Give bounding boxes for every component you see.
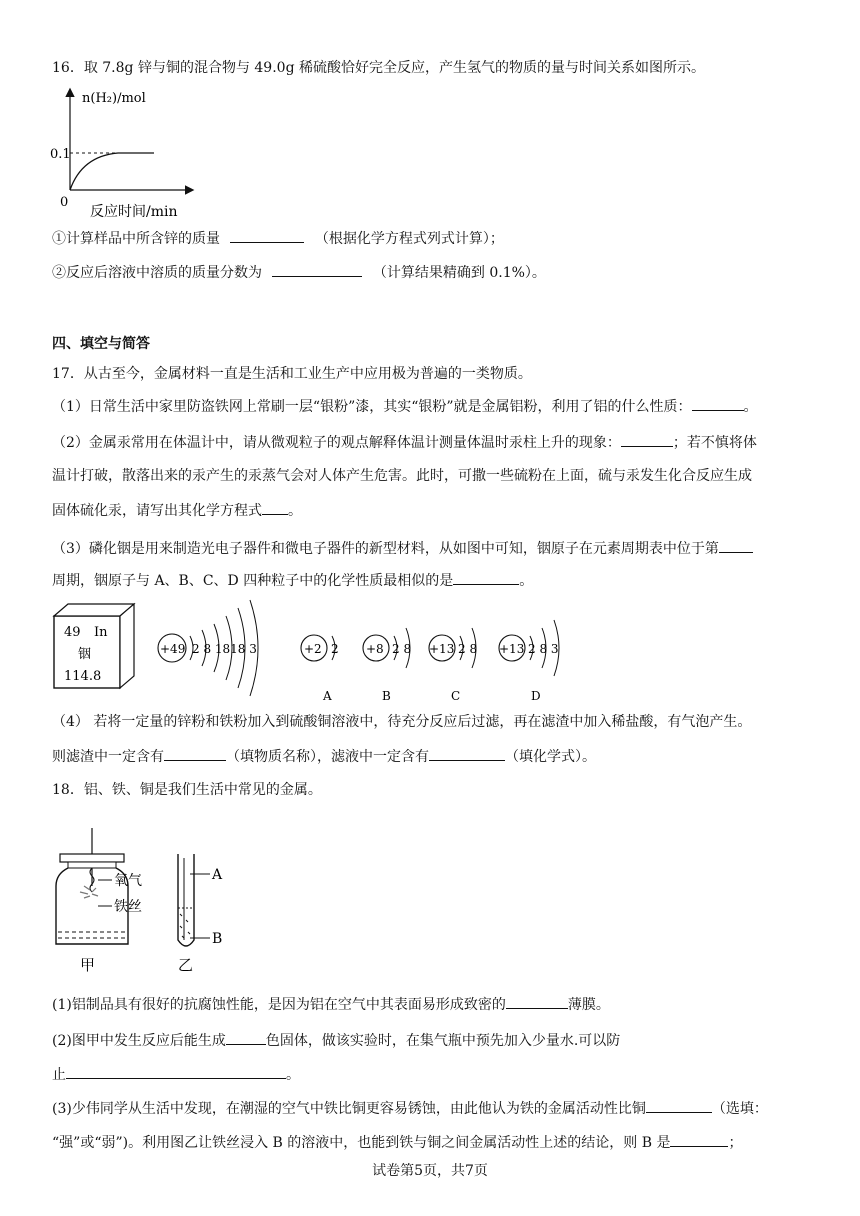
particle-b-label: B: [382, 689, 391, 703]
q17-p2c: 固体硫化汞，请写出其化学方程式 。: [52, 500, 302, 521]
particle-b-nucleus: +8: [366, 642, 384, 656]
particle-b-diagram: [363, 628, 411, 703]
element-mass: 114.8: [64, 669, 102, 684]
graph-origin: 0: [60, 195, 69, 210]
graph-x-label: 反应时间/min: [90, 204, 178, 220]
section-title: 四、填空与简答: [52, 336, 150, 352]
element-symbol: In: [94, 625, 108, 640]
indium-electrons: 2 8 1818 3: [192, 642, 257, 656]
q17-p3b: 周期，铟原子与 A、B、C、D 四种粒子中的化学性质最相似的是 。: [52, 570, 533, 591]
q18-p2b: 止 。: [52, 1064, 300, 1085]
q16-blank1[interactable]: [230, 228, 304, 243]
q18-p3a: (3)少伟同学从生活中发现，在潮湿的空气中铁比铜更容易锈蚀，由此他认为铁的金属活动性比铜 （选填：: [52, 1098, 768, 1119]
particle-c-label: C: [451, 689, 461, 703]
label-oxygen: 氧气: [114, 873, 142, 889]
q18-p1: (1)铝制品具有很好的抗腐蚀性能，是因为铝在空气中其表面易形成致密的 薄膜。: [52, 994, 610, 1015]
indium-figure: [44, 594, 604, 706]
q17-blank3[interactable]: [262, 500, 288, 515]
q17-blank4[interactable]: [719, 538, 753, 553]
q17-blank5[interactable]: [453, 570, 519, 585]
q17-stem: 17．从古至今，金属材料一直是生活和工业生产中应用极为普遍的一类物质。: [52, 366, 532, 382]
q17-blank1[interactable]: [692, 396, 744, 411]
particle-c-nucleus: +13: [429, 642, 455, 656]
q17-blank6[interactable]: [164, 746, 226, 761]
indium-nucleus: +49: [160, 642, 186, 656]
q17-blank2[interactable]: [621, 432, 673, 447]
element-number: 49: [64, 625, 81, 640]
q17-p2a: （2）金属汞常用在体温计中，请从微观粒子的观点解释体温计测量体温时汞柱上升的现象： ；若不慎将体: [52, 432, 757, 453]
graph-curve: [70, 153, 154, 190]
q18-apparatus-figure: [50, 828, 250, 978]
q17-p4a: （4） 若将一定量的锌粉和铁粉加入到硫酸铜溶液中，待充分反应后过滤，再在滤渣中加入稀盐酸，有气泡产生。: [52, 714, 752, 730]
particle-d-nucleus: +13: [499, 642, 525, 656]
graph-y-label: n(H₂)/mol: [82, 91, 146, 106]
particle-a-electrons: 2: [331, 642, 339, 656]
particle-a-diagram: [301, 635, 339, 703]
q18-blank1[interactable]: [506, 994, 568, 1009]
q17-p1: （1）日常生活中家里防盗铁网上常刷一层“银粉”漆，其实“银粉”就是金属铝粉，利用了铝的什么性质： 。: [52, 396, 758, 417]
q16-blank2[interactable]: [272, 262, 362, 277]
caption-yi: 乙: [178, 956, 194, 974]
particle-d-label: D: [531, 689, 541, 703]
element-name: 铟: [78, 647, 92, 662]
element-card-indium: [54, 604, 134, 688]
q18-p2: (2)图甲中发生反应后能生成 色固体，做该实验时，在集气瓶中预先加入少量水.可以防: [52, 1030, 620, 1051]
page-footer: 试卷第5页，共7页: [372, 1163, 488, 1179]
label-a: A: [212, 867, 223, 883]
q17-p2b: 温计打破，散落出来的汞产生的汞蒸气会对人体产生危害。此时，可撒一些硫粉在上面，硫与汞发生化合反应生成: [52, 468, 752, 484]
particle-d-electrons: 2 8 3: [528, 642, 559, 656]
q18-blank5[interactable]: [670, 1132, 728, 1147]
particle-a-label: A: [323, 689, 332, 703]
q18-blank3[interactable]: [66, 1064, 286, 1079]
caption-jia: 甲: [80, 956, 96, 974]
q16-part1: ①计算样品中所含锌的质量 （根据化学方程式列式计算）；: [52, 228, 504, 249]
q18-stem: 18．铝、铁、铜是我们生活中常见的金属。: [52, 782, 322, 798]
particle-a-nucleus: +2: [304, 642, 322, 656]
q16-stem: 16．取 7.8g 锌与铜的混合物与 49.0g 稀硫酸恰好完全反应，产生氢气的物质的量与时间关系如图所示。: [52, 60, 705, 76]
label-b: B: [212, 931, 223, 947]
label-iron-wire: 铁丝: [114, 899, 142, 915]
graph-y-tick: 0.1: [50, 147, 71, 162]
indium-atom-diagram: [158, 600, 258, 696]
q18-blank2[interactable]: [226, 1030, 266, 1045]
q18-blank4[interactable]: [646, 1098, 712, 1113]
particle-b-electrons: 2 8: [392, 642, 412, 656]
q16-part2: ②反应后溶液中溶质的质量分数为 （计算结果精确到 0.1%）。: [52, 262, 546, 283]
q17-p3a: （3）磷化铟是用来制造光电子器件和微电子器件的新型材料，从如图中可知，铟原子在元素周期表中位于第: [52, 538, 753, 559]
test-tube-diagram: [178, 854, 223, 974]
q17-blank7[interactable]: [429, 746, 505, 761]
q17-p4b: 则滤渣中一定含有 （填物质名称），滤液中一定含有 （填化学式）。: [52, 746, 596, 767]
particle-d-diagram: [499, 620, 559, 703]
h2-time-graph: [44, 84, 204, 220]
gas-jar-diagram: [56, 828, 142, 974]
particle-c-electrons: 2 8: [458, 642, 478, 656]
particle-c-diagram: [429, 628, 477, 703]
q18-p3b: “强”或“弱”)。利用图乙让铁丝浸入 B 的溶液中，也能到铁与铜之间金属活动性上述的结论，则 B 是 ；: [52, 1132, 742, 1153]
